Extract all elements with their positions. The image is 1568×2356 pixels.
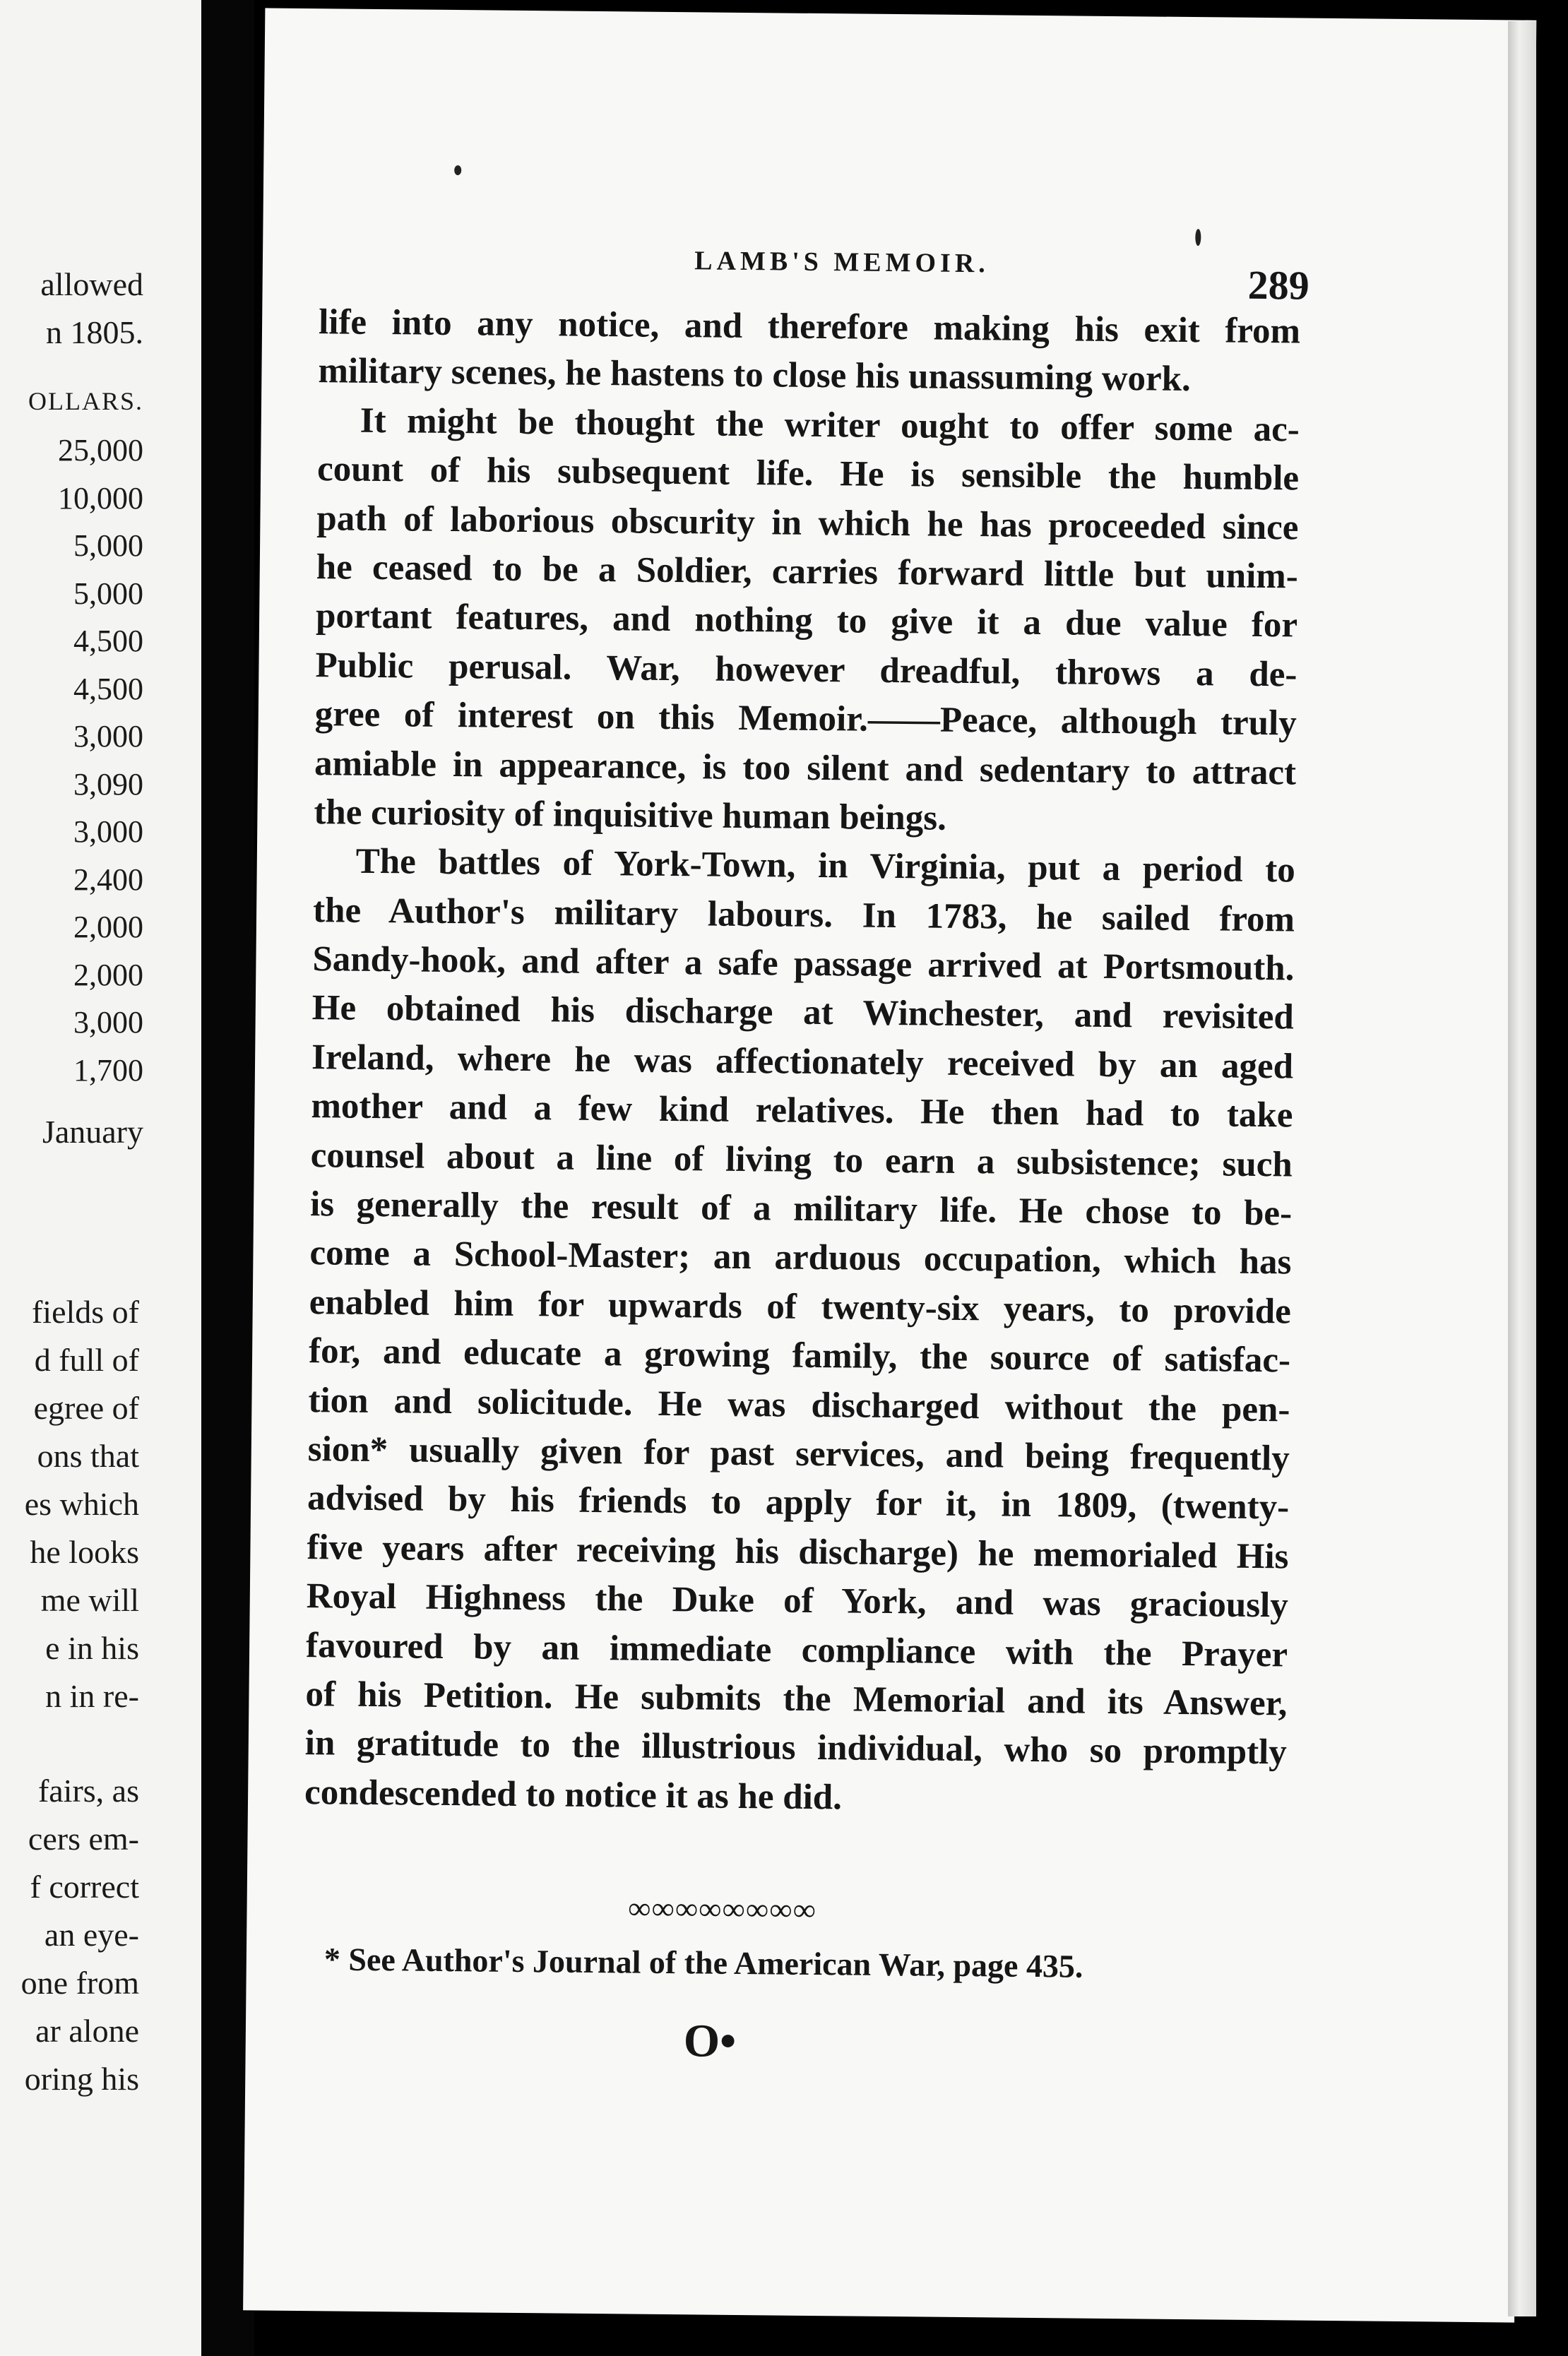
text-line: is generally the result of a military life. He chose to be- [309,1184,1293,1234]
left-amount: 3,000 [73,1005,143,1040]
left-amount: 3,000 [73,814,143,849]
left-text-line: January [42,1114,143,1150]
text-line: He obtained his discharge at Winchester, and revisited [311,988,1295,1037]
page-number: 289 [1247,261,1310,309]
left-text-line: an eye- [44,1917,139,1953]
text-line: amiable in appearance, is too silent and sedentary to attract [314,743,1297,793]
text-line: sion* usually given for past services, and being frequently [307,1429,1290,1479]
text-line: advised by his friends to apply for it, in 1809, (twenty- [307,1478,1290,1528]
text-line: counsel about a line of living to earn a subsistence; such [310,1135,1293,1185]
left-text-line: es which [24,1486,139,1522]
left-text-line: one from [20,1965,139,2001]
text-line: condescended to notice it as he did. [304,1772,843,1818]
text-line: mother and a few kind relatives. He then had to take [311,1086,1293,1136]
text-line: life into any notice, and therefore making his exit from [318,302,1301,352]
text-line: enabled him for upwards of twenty-six years, to provide [309,1282,1292,1332]
text-line: The battles of York-Town, in Virginia, put a period to [355,842,1296,891]
text-line: Ireland, where he was affectionately received by an aged [311,1037,1294,1087]
left-page-fragment [0,0,201,2356]
left-amount: 2,400 [73,862,143,897]
text-line: Sandy-hook, and after a safe passage arrived at Portsmouth. [312,939,1295,989]
left-text-line: n in re- [45,1678,139,1714]
text-line: count of his subsequent life. He is sensible the humble [316,449,1300,499]
page-edge [1508,21,1536,2316]
text-line: Public perusal. War, however dreadful, throws a de- [315,645,1297,695]
ornament-rule: ∞∞∞∞∞∞∞∞ [628,1891,817,1928]
text-line: Royal Highness the Duke of York, and was graciously [306,1576,1289,1626]
book-page [243,8,1536,2322]
ink-speck [454,165,461,175]
left-amount: 1,700 [73,1052,143,1088]
text-line: of his Petition. He submits the Memorial and its Answer, [305,1674,1288,1724]
left-amount: 5,000 [73,528,143,563]
text-line: favoured by an immediate compliance with the Prayer [305,1625,1288,1674]
text-line: It might be thought the writer ought to offer some ac- [360,400,1300,450]
left-text-line: egree of [33,1390,139,1426]
signature-mark: O• [683,2015,737,2067]
left-amount: 4,500 [73,671,143,706]
left-amount: 3,090 [73,766,143,802]
left-amount: 4,500 [73,624,143,658]
left-text-line: cers em- [28,1821,139,1857]
text-line: the Author's military labours. In 1783, he sailed from [312,890,1295,940]
left-text-line: e in his [45,1630,139,1666]
text-line: for, and educate a growing family, the source of satisfac- [308,1331,1291,1381]
ink-speck [1195,229,1201,246]
text-line: military scenes, he hastens to close his unassuming work. [318,351,1192,400]
text-line: gree of interest on this Memoir.——Peace, although truly [314,694,1297,744]
left-text-line: fairs, as [37,1773,139,1809]
text-line: in gratitude to the illustrious individual, who so promptly [304,1723,1288,1773]
text-line: portant features, and nothing to give it a due value for [315,596,1298,645]
left-text-line: fields of [31,1294,139,1330]
left-text-line: oring his [24,2061,139,2097]
left-amount: 3,000 [73,719,143,754]
footnote: * See Author's Journal of the American War, page 435. [323,1941,1083,1985]
left-amount: 2,000 [73,910,143,944]
left-column-header: OLLARS. [28,387,143,415]
left-amount: 5,000 [73,576,143,611]
left-amount: 10,000 [58,480,143,516]
left-text-line: he looks [30,1534,139,1570]
left-text-line: allowed [40,266,143,302]
text-line: tion and solicitude. He was discharged without the pen- [308,1380,1290,1430]
left-amount: 2,000 [73,957,143,992]
left-text-line: ons that [37,1438,139,1474]
left-text-line: ar alone [35,2013,139,2049]
running-head: LAMB'S MEMOIR. [694,246,990,279]
left-text-line: me will [40,1582,139,1618]
text-line: path of laborious obscurity in which he has proceeded since [316,498,1299,548]
left-text-line: n 1805. [46,314,143,350]
text-line: the curiosity of inquisitive human beings. [314,792,947,838]
body-text [304,298,1301,1826]
left-amount: 25,000 [58,433,143,468]
left-text-line: d full of [34,1342,139,1378]
left-text-line: f correct [30,1869,139,1905]
text-line: five years after receiving his discharge) he memorialed His [307,1527,1289,1577]
text-line: he ceased to be a Soldier, carries forward little but unim- [316,547,1299,597]
text-line: come a School-Master; an arduous occupation, which has [309,1233,1292,1283]
